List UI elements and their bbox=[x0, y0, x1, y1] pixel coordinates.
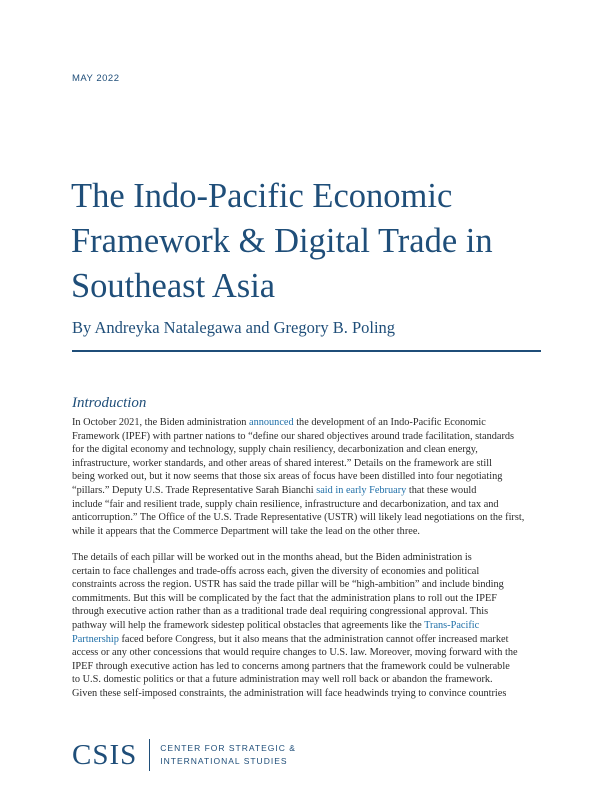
trans-pacific-partnership-link[interactable]: Partnership bbox=[72, 633, 119, 645]
early-february-link[interactable]: said in early February bbox=[316, 484, 407, 496]
org-line: CENTER FOR STRATEGIC & bbox=[160, 743, 296, 753]
text-line: commitments. But this will be complicated by the fact that the administration plans to roll out the IPEF bbox=[72, 592, 497, 604]
text-line: through executive action rather than as a traditional trade deal requiring congressional approval. This bbox=[72, 606, 489, 618]
title-line: Framework & Digital Trade in bbox=[71, 222, 493, 260]
text-line: include “fair and resilient trade, supply chain resilience, infrastructure and decarbonization, and tax and bbox=[72, 498, 499, 510]
text-line: while it appears that the Commerce Department will take the lead on the other three. bbox=[72, 525, 420, 537]
title-line: Southeast Asia bbox=[71, 267, 276, 305]
text-line: being worked out, but it now seems that those six areas of focus have been distilled into four negotiating bbox=[72, 471, 503, 483]
text-line: for the digital economy and technology, supply chain resiliency, decarbonization and clean energy, bbox=[72, 444, 478, 456]
text-line: access or any other concessions that would require changes to U.S. law. Moreover, moving forward with the bbox=[72, 647, 518, 659]
title-divider bbox=[72, 350, 541, 352]
footer bbox=[72, 737, 296, 773]
text-line: pathway will help the framework sidestep political obstacles that agreements like the Trans-Pacific bbox=[72, 619, 480, 631]
csis-logo: CSIS bbox=[72, 739, 138, 771]
text-line: infrastructure, worker standards, and other areas of shared interest.” Details on the framework are still bbox=[72, 457, 493, 469]
org-line: INTERNATIONAL STUDIES bbox=[160, 756, 288, 766]
text-line: Given these self-imposed constraints, the administration will face headwinds trying to convince countries bbox=[72, 687, 507, 699]
paragraph-1 bbox=[72, 416, 552, 538]
text-line: to U.S. domestic politics or that a future administration may well roll back or abandon the framework. bbox=[72, 674, 493, 686]
text-line: constraints across the region. USTR has said the trade pillar will be “high-ambition” and include binding bbox=[72, 579, 504, 591]
trans-pacific-partnership-link[interactable]: Trans-Pacific bbox=[424, 619, 480, 631]
organization-name bbox=[160, 742, 296, 768]
text-line: anticorruption.” The Office of the U.S. Trade Representative (USTR) will likely lead negotiations on the first, bbox=[72, 512, 525, 524]
section-heading: Introduction bbox=[72, 395, 147, 411]
footer-divider bbox=[149, 739, 150, 771]
publication-date: MAY 2022 bbox=[72, 73, 120, 84]
page-title bbox=[71, 174, 541, 309]
text-line: In October 2021, the Biden administration announced the development of an Indo-Pacific Economic bbox=[72, 417, 486, 428]
text-line: IPEF through executive action has led to concerns among partners that the framework could be vulnerable bbox=[72, 660, 510, 672]
text-line: The details of each pillar will be worked out in the months ahead, but the Biden administration is bbox=[72, 552, 472, 563]
title-line: The Indo-Pacific Economic bbox=[71, 177, 453, 215]
text-line: Framework (IPEF) with partner nations to “define our shared objectives around trade facilitation, standards bbox=[72, 430, 515, 442]
text-line: certain to face challenges and trade-offs across each, given the diversity of economies and political bbox=[72, 565, 480, 577]
text-line: Partnership faced before Congress, but it also means that the administration cannot offer increased market bbox=[72, 633, 509, 645]
byline: By Andreyka Natalegawa and Gregory B. Poling bbox=[72, 318, 396, 337]
announced-link[interactable]: announced bbox=[249, 417, 294, 428]
text-line: “pillars.” Deputy U.S. Trade Representative Sarah Bianchi said in early February that these would bbox=[72, 484, 477, 496]
paragraph-2 bbox=[72, 551, 552, 701]
